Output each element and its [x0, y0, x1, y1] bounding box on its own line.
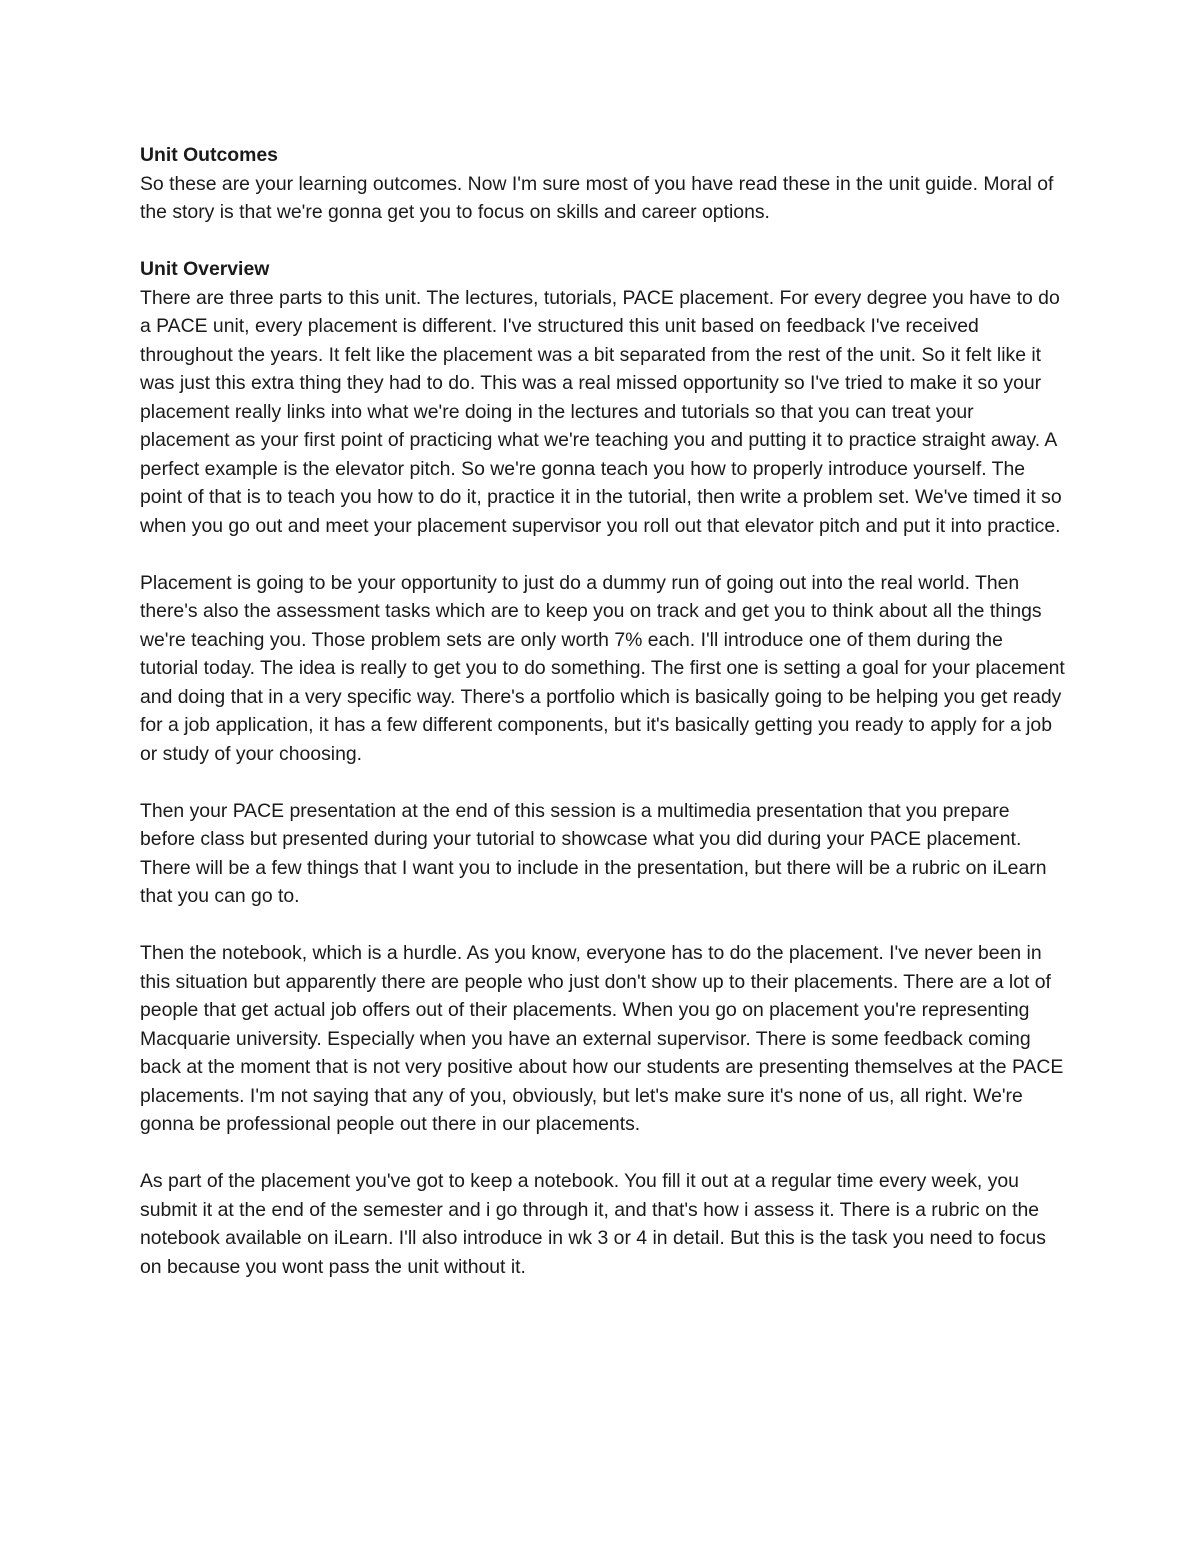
paragraph: Then your PACE presentation at the end of this session is a multimedia presentation that you prepare before class but presented during your tutorial to showcase what you did during your PACE placement. There will be a few things that I want you to include in the presentation, but there will be a rubric on iLearn that you can go to.: [140, 799, 1047, 907]
section-unit-overview: [140, 255, 1065, 1281]
document-page: [140, 141, 1065, 1281]
section-unit-outcomes: [140, 141, 1065, 227]
paragraph: So these are your learning outcomes. Now I'm sure most of you have read these in the unit guide. Moral of the story is that we're gonna get you to focus on skills and career options.: [140, 172, 1054, 223]
paragraph: Placement is going to be your opportunity to just do a dummy run of going out into the real world. Then there's also the assessment tasks which are to keep you on track and get you to think about all the things we're teaching you. Those problem sets are only worth 7% each. I'll introduce one of them during the tutorial today. The idea is really to get you to do something. The first one is setting a goal for your placement and doing that in a very specific way. There's a portfolio which is basically going to be helping you get ready for a job application, it has a few different components, but it's basically getting you ready to apply for a job or study of your choosing.: [140, 571, 1065, 765]
paragraph: There are three parts to this unit. The lectures, tutorials, PACE placement. For every degree you have to do a PACE unit, every placement is different. I've structured this unit based on feedback I've received throughout the years. It felt like the placement was a bit separated from the rest of the unit. So it felt like it was just this extra thing they had to do. This was a real missed opportunity so I've tried to make it so your placement really links into what we're doing in the lectures and tutorials so that you can treat your placement as your first point of practicing what we're teaching you and putting it to practice straight away. A perfect example is the elevator pitch. So we're gonna teach you how to properly introduce yourself. The point of that is to teach you how to do it, practice it in the tutorial, then write a problem set. We've timed it so when you go out and meet your placement supervisor you roll out that elevator pitch and put it into practice.: [140, 286, 1062, 537]
paragraph: Then the notebook, which is a hurdle. As you know, everyone has to do the placement. I've never been in this situation but apparently there are people who just don't show up to their placements. There are a lot of people that get actual job offers out of their placements. When you go on placement you're representing Macquarie university. Especially when you have an external supervisor. There is some feedback coming back at the moment that is not very positive about how our students are presenting themselves at the PACE placements. I'm not saying that any of you, obviously, but let's make sure it's none of us, all right. We're gonna be professional people out there in our placements.: [140, 942, 1064, 1135]
section-heading: Unit Outcomes: [140, 144, 278, 166]
paragraph: As part of the placement you've got to keep a notebook. You fill it out at a regular time every week, you submit it at the end of the semester and i go through it, and that's how i assess it. There is a rubric on the notebook available on iLearn. I'll also introduce in wk 3 or 4 in detail. But this is the task you need to focus on because you wont pass the unit without it.: [140, 1170, 1046, 1278]
section-heading: Unit Overview: [140, 258, 270, 280]
